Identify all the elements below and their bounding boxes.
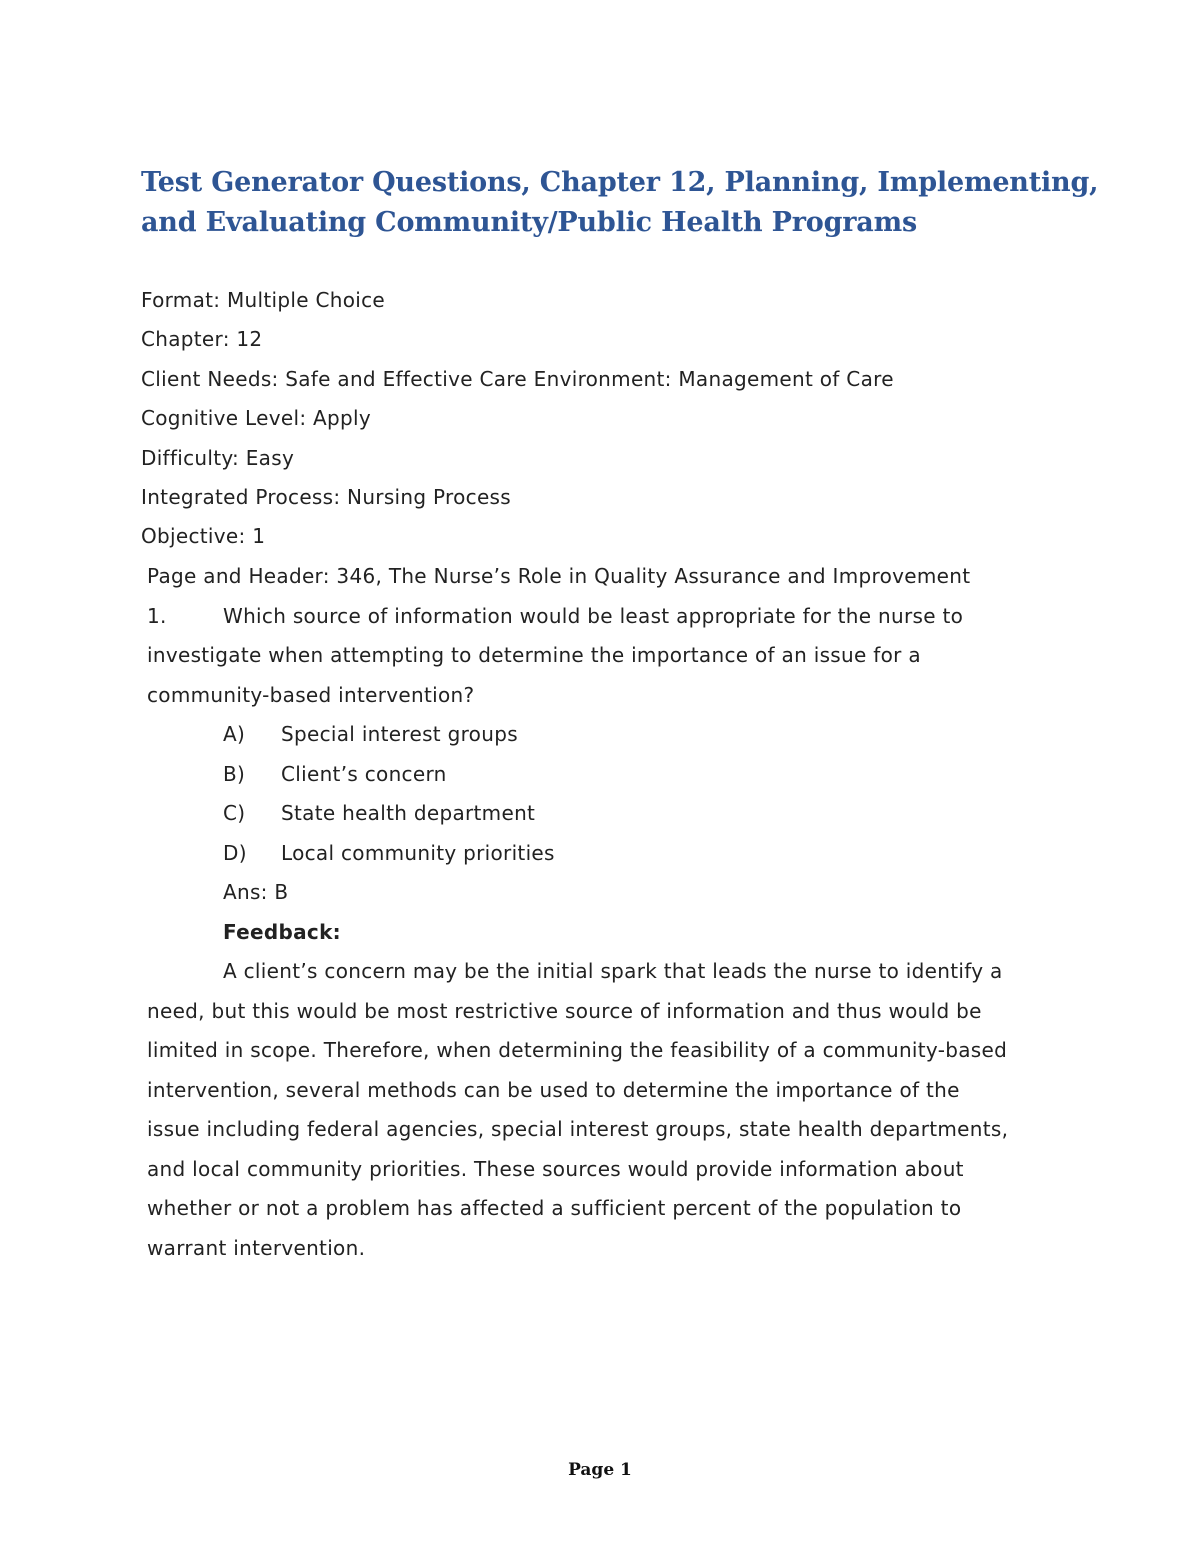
feedback-label: Feedback: — [223, 919, 341, 944]
meta-difficulty: Difficulty: Easy — [141, 445, 295, 470]
option-c — [147, 794, 1067, 834]
feedback-line-8: warrant intervention. — [147, 1235, 366, 1260]
option-text: Client’s concern — [281, 761, 447, 786]
question-text-2: investigate when attempting to determine the importance of an issue for a — [147, 643, 921, 667]
question-block — [147, 557, 1067, 1268]
meta-chapter: Chapter: 12 — [141, 327, 263, 352]
answer-line: Ans: B — [223, 880, 289, 904]
option-a — [147, 715, 1067, 755]
meta-cognitive-level: Cognitive Level: Apply — [141, 406, 371, 431]
document-title — [141, 163, 1099, 243]
option-text: State health department — [281, 801, 536, 825]
question-stem-line-1 — [147, 597, 1067, 637]
option-letter: A) — [223, 722, 246, 746]
question-number: 1. — [147, 603, 167, 628]
page-header-line: Page and Header: 346, The Nurse’s Role in Quality Assurance and Improvement — [147, 564, 971, 588]
feedback-line-6: and local community priorities. These sources would provide information about — [147, 1156, 964, 1181]
feedback-line-7: whether or not a problem has affected a sufficient percent of the population to — [147, 1196, 962, 1220]
option-text: Local community priorities — [281, 840, 555, 865]
feedback-line-2: need, but this would be most restrictive source of information and thus would be — [147, 998, 982, 1023]
title-line-2: and Evaluating Community/Public Health Programs — [141, 207, 917, 238]
option-d — [147, 834, 1067, 874]
question-text-3: community-based intervention? — [147, 682, 475, 707]
meta-integrated-process: Integrated Process: Nursing Process — [141, 484, 511, 509]
meta-objective: Objective: 1 — [141, 524, 266, 549]
option-letter: D) — [223, 840, 247, 865]
option-text: Special interest groups — [281, 722, 518, 746]
option-letter: B) — [223, 761, 246, 786]
option-letter: C) — [223, 801, 246, 825]
meta-format: Format: Multiple Choice — [141, 288, 386, 312]
feedback-line-1: A client’s concern may be the initial spark that leads the nurse to identify a — [223, 959, 1003, 983]
page-footer: Page 1 — [568, 1460, 632, 1480]
feedback-line-5: issue including federal agencies, special interest groups, state health departments, — [147, 1117, 1009, 1141]
question-text-1: Which source of information would be least appropriate for the nurse to — [223, 603, 964, 628]
title-line-1: Test Generator Questions, Chapter 12, Planning, Implementing, — [141, 167, 1099, 198]
feedback-line-3: limited in scope. Therefore, when determining the feasibility of a community-based — [147, 1038, 1008, 1062]
question-metadata — [141, 281, 894, 557]
option-b — [147, 755, 1067, 795]
meta-client-needs: Client Needs: Safe and Effective Care Environment: Management of Care — [141, 366, 894, 391]
feedback-line-4: intervention, several methods can be used to determine the importance of the — [147, 1077, 960, 1102]
